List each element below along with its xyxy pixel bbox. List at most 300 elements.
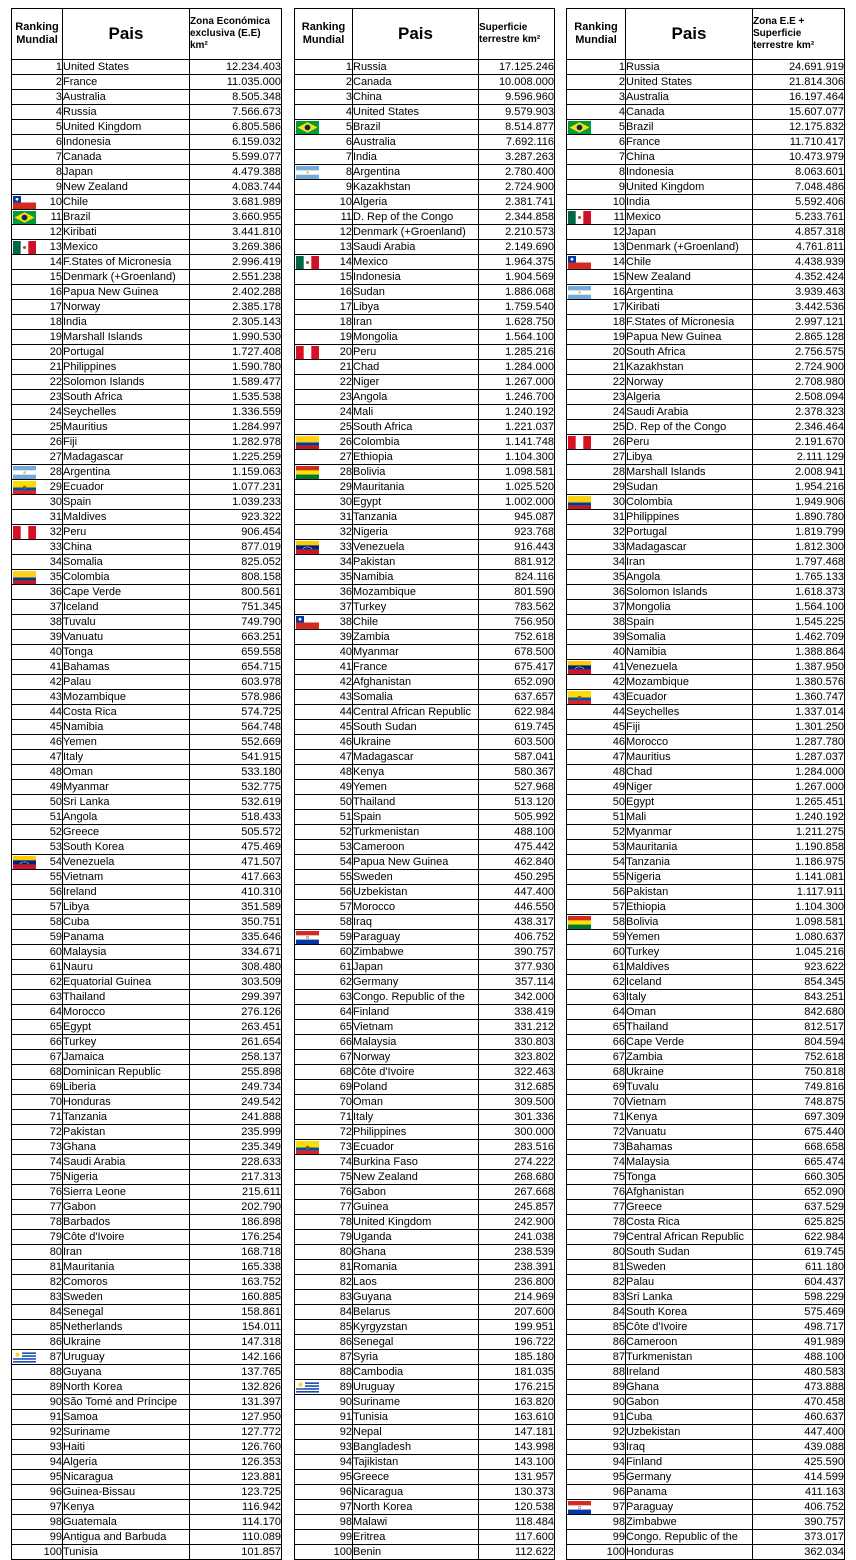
country-name-south-korea: South Korea [626,1305,753,1320]
rank-cell [295,1230,353,1245]
table-row [567,60,845,75]
rank-number: 63 [339,991,352,1003]
country-name-panama: Panama [626,1485,753,1500]
country-name-venezuela: Venezuela [63,855,190,870]
rank-cell [12,870,63,885]
area-value: 8.514.877 [479,120,555,135]
rank-number: 43 [339,691,352,703]
rank-number: 8 [345,166,352,178]
rank-number: 16 [612,286,625,298]
rank-number: 15 [49,271,62,283]
rank-cell [295,1035,353,1050]
country-name-ukraine: Ukraine [626,1065,753,1080]
country-name-malaysia: Malaysia [626,1155,753,1170]
table-row [295,570,555,585]
rank-cell [295,420,353,435]
rank-number: 72 [612,1126,625,1138]
rank-cell [567,120,626,135]
rank-cell [12,435,63,450]
rank-cell [295,90,353,105]
rank-number: 42 [612,676,625,688]
table-row [567,270,845,285]
country-name-haiti: Haiti [63,1440,190,1455]
area-value: 1.104.300 [753,900,845,915]
table-row [12,915,282,930]
country-name-thailand: Thailand [626,1020,753,1035]
value-column-header: Zona E.E + Superficie terrestre km² [753,9,845,60]
rank-number: 13 [49,241,62,253]
area-value: 603.500 [479,735,555,750]
table-row [295,900,555,915]
area-value: 12.175.832 [753,120,845,135]
mexico-flag-icon [568,211,591,224]
rank-cell [567,870,626,885]
rank-cell [295,1125,353,1140]
table-row [12,1110,282,1125]
rank-cell [567,990,626,1005]
area-value: 268.680 [479,1170,555,1185]
country-name-france: France [353,660,479,675]
rank-number: 80 [49,1246,62,1258]
rank-cell [567,165,626,180]
rank-number: 36 [49,586,62,598]
rank-number: 41 [339,661,352,673]
rank-number: 6 [345,136,352,148]
rank-cell [567,1350,626,1365]
rank-number: 31 [612,511,625,523]
table-row [12,585,282,600]
area-value: 1.380.576 [753,675,845,690]
table-row [567,165,845,180]
area-value: 4.352.424 [753,270,845,285]
rank-cell [12,1185,63,1200]
table-row [295,1065,555,1080]
rank-number: 42 [339,676,352,688]
rank-cell [567,1035,626,1050]
rank-number: 49 [612,781,625,793]
area-value: 1.964.375 [479,255,555,270]
brazil-flag-icon [296,121,319,134]
rank-number: 65 [49,1021,62,1033]
country-name-kenya: Kenya [353,765,479,780]
rank-number: 56 [612,886,625,898]
rank-number: 82 [49,1276,62,1288]
table-row [567,1170,845,1185]
rank-cell [567,1395,626,1410]
area-value: 1.890.780 [753,510,845,525]
rank-number: 62 [49,976,62,988]
area-value: 202.790 [190,1200,282,1215]
country-name-venezuela: Venezuela [353,540,479,555]
rank-number: 37 [612,601,625,613]
table-row [567,1365,845,1380]
rank-number: 98 [339,1516,352,1528]
country-name-united-states: United States [63,60,190,75]
rank-number: 55 [339,871,352,883]
rank-number: 59 [612,931,625,943]
country-name-japan: Japan [63,165,190,180]
rank-number: 23 [49,391,62,403]
area-value: 578.986 [190,690,282,705]
rank-cell [295,1065,353,1080]
rank-cell [295,195,353,210]
rank-number: 52 [339,826,352,838]
area-value: 117.600 [479,1530,555,1545]
rank-number: 72 [49,1126,62,1138]
table-row [12,150,282,165]
table-row [567,900,845,915]
area-value: 323.802 [479,1050,555,1065]
table-row [567,525,845,540]
rank-cell [567,735,626,750]
area-value: 603.978 [190,675,282,690]
country-name-russia: Russia [353,60,479,75]
country-name-chile: Chile [63,195,190,210]
country-name-argentina: Argentina [353,165,479,180]
country-name-cuba: Cuba [63,915,190,930]
table-row [12,1155,282,1170]
rank-number: 18 [49,316,62,328]
rank-cell [295,720,353,735]
country-name-north-korea: North Korea [353,1500,479,1515]
rank-cell [12,165,63,180]
rank-cell [295,690,353,705]
area-value: 637.529 [753,1200,845,1215]
area-value: 1.564.100 [479,330,555,345]
area-value: 258.137 [190,1050,282,1065]
area-value: 1.141.081 [753,870,845,885]
country-name-libya: Libya [626,450,753,465]
area-value: 241.888 [190,1110,282,1125]
table-row [567,210,845,225]
area-value: 1.954.216 [753,480,845,495]
rank-cell [567,1380,626,1395]
rank-number: 17 [612,301,625,313]
rank-cell [567,1020,626,1035]
rank-cell [12,1140,63,1155]
table-row [12,180,282,195]
rank-number: 4 [618,106,625,118]
rank-number: 58 [339,916,352,928]
table-row [295,765,555,780]
area-value: 126.353 [190,1455,282,1470]
rank-number: 81 [339,1261,352,1273]
rank-cell [567,1275,626,1290]
rank-number: 20 [339,346,352,358]
country-name-gabon: Gabon [63,1200,190,1215]
area-value: 362.034 [753,1545,845,1560]
area-value: 748.875 [753,1095,845,1110]
rank-number: 43 [612,691,625,703]
table-row [295,1125,555,1140]
table-row [12,60,282,75]
rank-number: 59 [339,931,352,943]
country-name-argentina: Argentina [626,285,753,300]
area-value: 532.775 [190,780,282,795]
table-row [12,390,282,405]
rank-cell [567,375,626,390]
country-name-finland: Finland [626,1455,753,1470]
area-value: 126.760 [190,1440,282,1455]
rank-cell [295,255,353,270]
table-row [567,810,845,825]
rank-number: 63 [612,991,625,1003]
rank-number: 48 [612,766,625,778]
rank-cell [567,195,626,210]
area-value: 163.820 [479,1395,555,1410]
table-row [12,930,282,945]
table-row [12,1470,282,1485]
rank-number: 97 [612,1501,625,1513]
area-value: 9.579.903 [479,105,555,120]
table-row [12,540,282,555]
rank-cell [295,270,353,285]
area-value: 1.225.259 [190,450,282,465]
area-value: 131.397 [190,1395,282,1410]
area-value: 127.772 [190,1425,282,1440]
rank-number: 6 [618,136,625,148]
country-name-united-kingdom: United Kingdom [626,180,753,195]
table-row [295,780,555,795]
table-row [295,1200,555,1215]
area-value: 505.992 [479,810,555,825]
country-name-kazakhstan: Kazakhstan [626,360,753,375]
rank-number: 40 [339,646,352,658]
peru-flag-icon [296,346,319,359]
country-name-united-kingdom: United Kingdom [353,1215,479,1230]
country-name-spain: Spain [353,810,479,825]
table-row [295,105,555,120]
table-row [567,405,845,420]
rank-number: 5 [55,121,62,133]
rank-number: 35 [339,571,352,583]
country-name-netherlands: Netherlands [63,1320,190,1335]
table-row [295,1005,555,1020]
rank-number: 27 [612,451,625,463]
country-name-honduras: Honduras [626,1545,753,1560]
rank-number: 45 [49,721,62,733]
table-row [12,975,282,990]
rank-number: 33 [339,541,352,553]
rank-cell [12,1515,63,1530]
rank-cell [295,1410,353,1425]
rank-number: 29 [339,481,352,493]
country-name-nigeria: Nigeria [626,870,753,885]
rank-cell [567,1320,626,1335]
rank-cell [295,705,353,720]
rank-number: 51 [612,811,625,823]
rank-number: 28 [612,466,625,478]
table-row [567,300,845,315]
country-name-nigeria: Nigeria [353,525,479,540]
rank-number: 67 [49,1051,62,1063]
table-row [567,360,845,375]
country-name-uruguay: Uruguay [63,1350,190,1365]
area-value: 123.725 [190,1485,282,1500]
rank-cell [295,1050,353,1065]
rank-cell [567,60,626,75]
country-name-uzbekistan: Uzbekistan [353,885,479,900]
country-name-thailand: Thailand [63,990,190,1005]
rank-number: 100 [43,1546,62,1558]
rank-cell [567,930,626,945]
area-value: 450.295 [479,870,555,885]
area-value: 945.087 [479,510,555,525]
country-name-barbados: Barbados [63,1215,190,1230]
country-name-japan: Japan [353,960,479,975]
rank-number: 90 [49,1396,62,1408]
rank-cell [12,1065,63,1080]
country-name-peru: Peru [353,345,479,360]
area-value: 406.752 [753,1500,845,1515]
rank-cell [12,1470,63,1485]
country-name-iraq: Iraq [626,1440,753,1455]
area-value: 215.611 [190,1185,282,1200]
rank-number: 40 [49,646,62,658]
rank-cell [567,960,626,975]
rank-number: 73 [612,1141,625,1153]
area-value: 118.484 [479,1515,555,1530]
rank-cell [567,90,626,105]
table-row [12,1245,282,1260]
area-value: 301.336 [479,1110,555,1125]
country-name-egypt: Egypt [626,795,753,810]
area-value: 6.159.032 [190,135,282,150]
table-row [295,450,555,465]
rank-cell [12,135,63,150]
rank-number: 54 [49,856,62,868]
country-name-united-states: United States [353,105,479,120]
country-name-ecuador: Ecuador [63,480,190,495]
country-name-suriname: Suriname [353,1395,479,1410]
rank-number: 3 [345,91,352,103]
table-row [295,360,555,375]
country-name-romania: Romania [353,1260,479,1275]
area-value: 1.159.063 [190,465,282,480]
table-row [295,1410,555,1425]
rank-cell [567,1080,626,1095]
rank-number: 75 [612,1171,625,1183]
rank-number: 41 [612,661,625,673]
ecuador-flag-icon [13,481,36,494]
rank-number: 100 [333,1546,352,1558]
rank-cell [12,795,63,810]
rank-number: 70 [339,1096,352,1108]
rank-number: 65 [339,1021,352,1033]
rank-cell [12,840,63,855]
table-row [295,1485,555,1500]
table-row [567,1245,845,1260]
area-value: 168.718 [190,1245,282,1260]
area-value: 245.857 [479,1200,555,1215]
rank-number: 30 [612,496,625,508]
country-name-angola: Angola [626,570,753,585]
rank-cell [295,360,353,375]
area-value: 351.589 [190,900,282,915]
rank-number: 54 [339,856,352,868]
rank-number: 96 [49,1486,62,1498]
table-row [12,510,282,525]
country-name-vanuatu: Vanuatu [626,1125,753,1140]
rank-number: 48 [339,766,352,778]
table-row [567,1320,845,1335]
table-row [12,645,282,660]
rank-cell [295,1140,353,1155]
area-value: 2.381.741 [479,195,555,210]
area-value: 176.215 [479,1380,555,1395]
rank-cell [567,465,626,480]
rank-number: 55 [612,871,625,883]
country-name-philippines: Philippines [353,1125,479,1140]
rank-number: 44 [612,706,625,718]
area-value: 824.116 [479,570,555,585]
rank-number: 19 [49,331,62,343]
table-row [12,1215,282,1230]
country-name-maldives: Maldives [63,510,190,525]
country-name-portugal: Portugal [626,525,753,540]
table-row [567,255,845,270]
area-value: 804.594 [753,1035,845,1050]
country-name-colombia: Colombia [353,435,479,450]
country-name-denmark-groenland: Denmark (+Groenland) [353,225,479,240]
table-row [12,1305,282,1320]
table-row [12,555,282,570]
rank-number: 36 [339,586,352,598]
table-row [12,1185,282,1200]
rank-number: 86 [612,1336,625,1348]
rank-number: 96 [612,1486,625,1498]
area-value: 299.397 [190,990,282,1005]
table-row [567,705,845,720]
country-name-canada: Canada [63,150,190,165]
area-value: 564.748 [190,720,282,735]
country-name-egypt: Egypt [353,495,479,510]
country-name-guinea: Guinea [353,1200,479,1215]
rank-number: 18 [339,316,352,328]
rank-number: 94 [339,1456,352,1468]
area-value: 377.930 [479,960,555,975]
table-row [295,1545,555,1560]
table-row [567,825,845,840]
table-row [295,300,555,315]
table-row [12,195,282,210]
rank-number: 95 [612,1471,625,1483]
area-value: 312.685 [479,1080,555,1095]
table-row [12,525,282,540]
country-name-d-rep-of-the-congo: D. Rep of the Congo [353,210,479,225]
country-name-tajikistan: Tajikistan [353,1455,479,1470]
table-row [295,165,555,180]
rank-cell [12,1230,63,1245]
rank-number: 38 [49,616,62,628]
rank-number: 80 [339,1246,352,1258]
table-row [12,1545,282,1560]
rank-number: 68 [49,1066,62,1078]
country-name-north-korea: North Korea [63,1380,190,1395]
area-value: 143.100 [479,1455,555,1470]
rank-cell [567,1485,626,1500]
area-value: 4.479.388 [190,165,282,180]
table-row [567,1440,845,1455]
country-name-portugal: Portugal [63,345,190,360]
country-name-sao-tome-and-principe: São Tomé and Príncipe [63,1395,190,1410]
rank-cell [12,525,63,540]
rank-number: 18 [612,316,625,328]
rank-cell [295,570,353,585]
rank-cell [567,1245,626,1260]
table-row [567,1110,845,1125]
table-row [567,495,845,510]
